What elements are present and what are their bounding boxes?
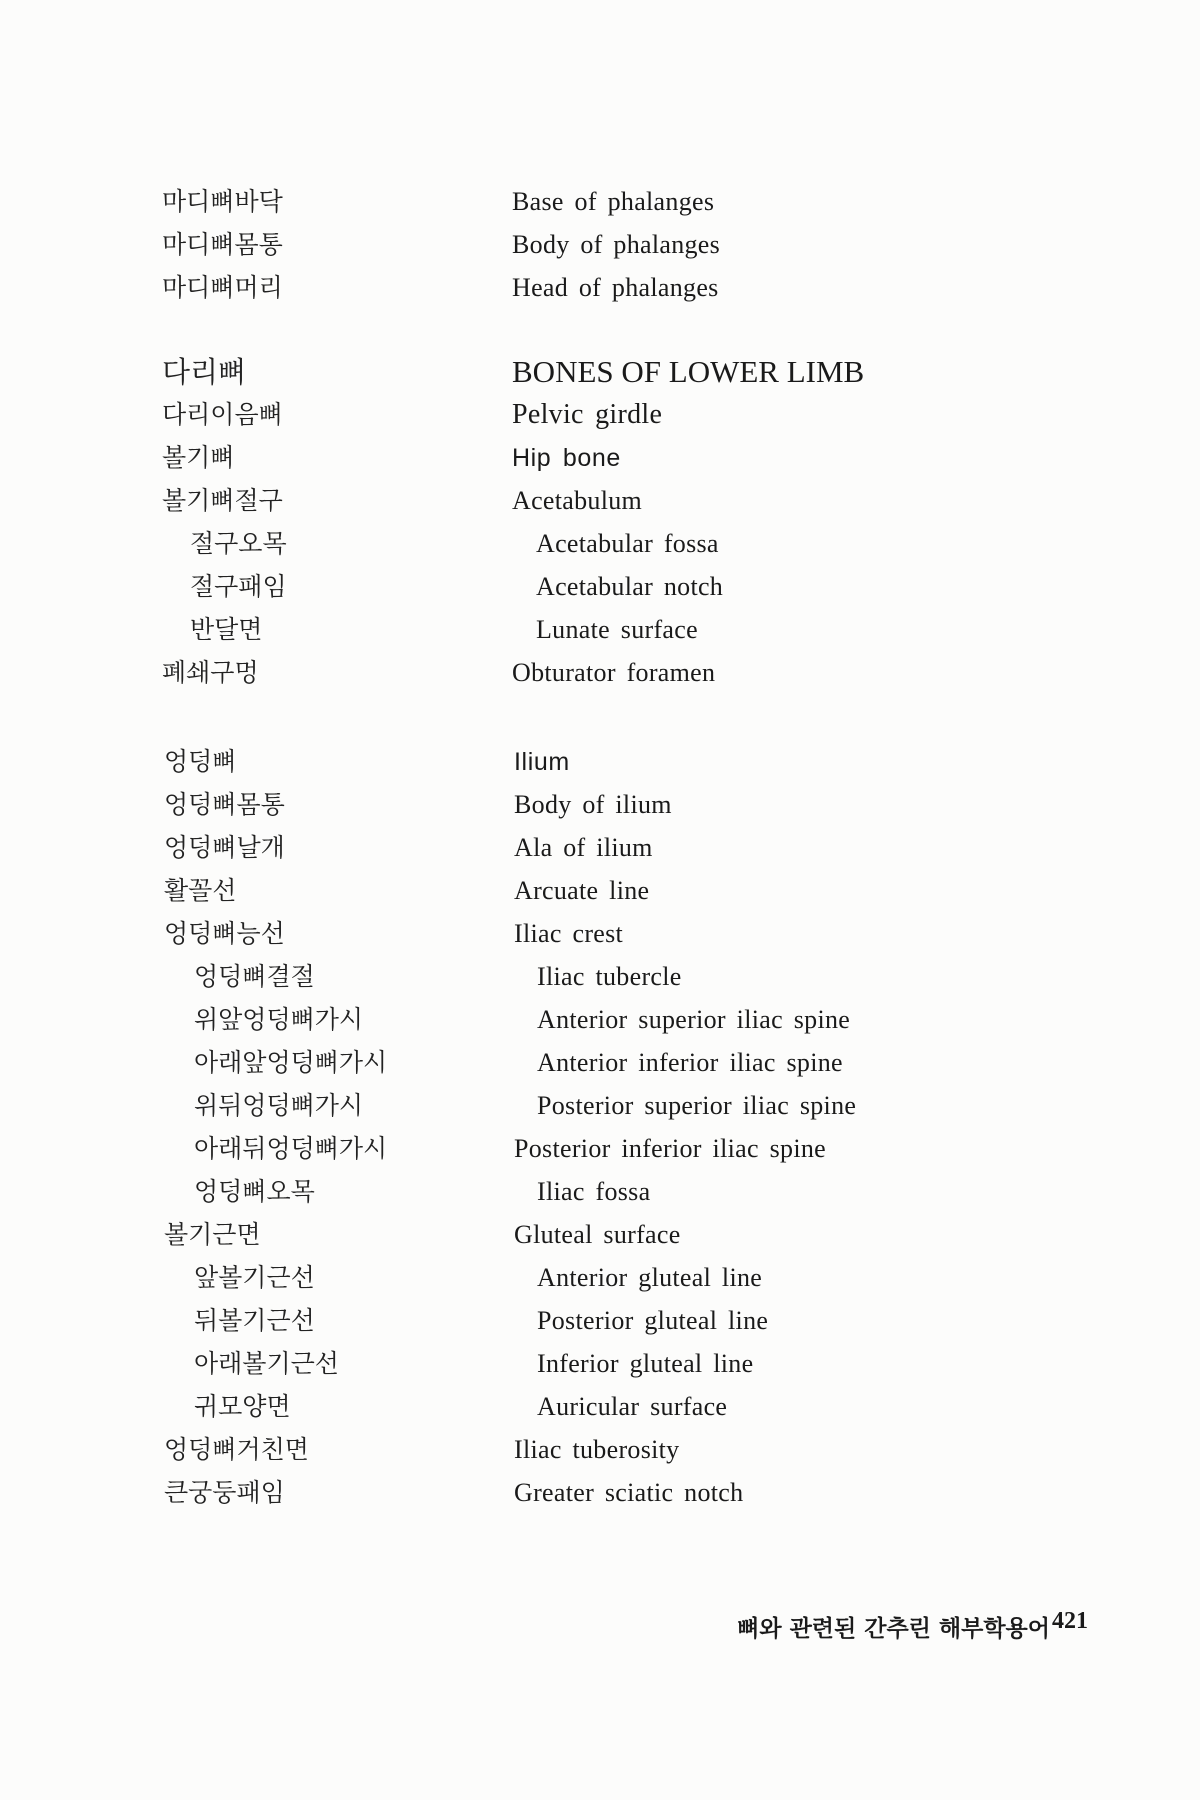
term-row xyxy=(0,957,1200,997)
section-heading-row xyxy=(0,352,1200,392)
term-row xyxy=(0,395,1200,435)
korean-term: 활꼴선 xyxy=(164,876,237,905)
term-row xyxy=(0,1387,1200,1427)
korean-term: 아래볼기근선 xyxy=(194,1349,339,1378)
english-term: Posterior superior iliac spine xyxy=(537,1091,857,1120)
term-row xyxy=(0,481,1200,521)
term-row xyxy=(0,742,1200,782)
korean-term: 큰궁둥패임 xyxy=(164,1478,285,1507)
korean-term: 엉덩뼈결절 xyxy=(194,962,315,991)
english-term: Ilium xyxy=(514,748,570,776)
term-row xyxy=(0,1473,1200,1513)
english-term: Iliac fossa xyxy=(537,1177,651,1206)
korean-term: 앞볼기근선 xyxy=(194,1263,315,1292)
korean-term: 아래앞엉덩뼈가시 xyxy=(194,1048,388,1077)
term-row xyxy=(0,1430,1200,1470)
english-term: Anterior inferior iliac spine xyxy=(537,1048,843,1077)
english-term: Iliac crest xyxy=(514,919,624,948)
english-term: Body of phalanges xyxy=(512,230,721,259)
korean-term: 절구패임 xyxy=(190,572,287,601)
english-term: Anterior superior iliac spine xyxy=(537,1005,851,1034)
term-row xyxy=(0,225,1200,265)
korean-term: 볼기뼈절구 xyxy=(162,486,283,515)
english-section-heading: BONES OF LOWER LIMB xyxy=(512,354,865,389)
english-term: Base of phalanges xyxy=(512,187,715,216)
korean-term: 볼기근면 xyxy=(164,1220,261,1249)
english-term: Lunate surface xyxy=(536,615,698,644)
term-row xyxy=(0,1258,1200,1298)
korean-term: 다리이음뼈 xyxy=(162,400,283,429)
korean-term: 위뒤엉덩뼈가시 xyxy=(194,1091,364,1120)
term-row xyxy=(0,1172,1200,1212)
page-number: 421 xyxy=(1052,1608,1088,1634)
term-row xyxy=(0,1129,1200,1169)
term-row xyxy=(0,610,1200,650)
term-row xyxy=(0,914,1200,954)
english-term: Hip bone xyxy=(512,444,621,472)
term-row xyxy=(0,1043,1200,1083)
english-term: Ala of ilium xyxy=(514,833,653,862)
korean-term: 절구오목 xyxy=(190,529,287,558)
term-row xyxy=(0,871,1200,911)
english-term: Gluteal surface xyxy=(514,1220,681,1249)
korean-term: 아래뒤엉덩뼈가시 xyxy=(194,1134,388,1163)
korean-term: 마디뼈바닥 xyxy=(162,187,283,216)
korean-term: 엉덩뼈 xyxy=(164,747,237,776)
running-footer-title: 뼈와 관련된 간추린 해부학용어 xyxy=(737,1616,1050,1642)
korean-section-heading: 다리뼈 xyxy=(162,355,247,389)
term-row xyxy=(0,182,1200,222)
english-term: Body of ilium xyxy=(514,790,672,819)
term-row xyxy=(0,268,1200,308)
term-row xyxy=(0,1086,1200,1126)
korean-term: 엉덩뼈날개 xyxy=(164,833,285,862)
term-row xyxy=(0,524,1200,564)
english-term: Arcuate line xyxy=(514,876,650,905)
english-term: Iliac tuberosity xyxy=(514,1435,680,1464)
term-row xyxy=(0,567,1200,607)
korean-term: 엉덩뼈거친면 xyxy=(164,1435,309,1464)
english-term: Auricular surface xyxy=(537,1392,728,1421)
english-term: Inferior gluteal line xyxy=(537,1349,754,1378)
english-term: Anterior gluteal line xyxy=(537,1263,763,1292)
english-term: Iliac tubercle xyxy=(537,962,682,991)
english-term: Acetabular fossa xyxy=(536,529,719,558)
korean-term: 엉덩뼈몸통 xyxy=(164,790,285,819)
korean-term: 마디뼈몸통 xyxy=(162,230,283,259)
term-row xyxy=(0,438,1200,478)
term-row xyxy=(0,653,1200,693)
korean-term: 위앞엉덩뼈가시 xyxy=(194,1005,364,1034)
english-term: Head of phalanges xyxy=(512,273,719,302)
korean-term: 폐쇄구멍 xyxy=(162,658,259,687)
english-term: Acetabulum xyxy=(512,486,643,515)
term-row xyxy=(0,1215,1200,1255)
korean-term: 마디뼈머리 xyxy=(162,273,283,302)
korean-term: 볼기뼈 xyxy=(162,443,235,472)
korean-term: 엉덩뼈능선 xyxy=(164,919,285,948)
korean-term: 반달면 xyxy=(190,615,263,644)
english-term: Posterior inferior iliac spine xyxy=(514,1134,826,1163)
english-term: Obturator foramen xyxy=(512,658,716,687)
english-term: Greater sciatic notch xyxy=(514,1478,744,1507)
korean-term: 뒤볼기근선 xyxy=(194,1306,315,1335)
korean-term: 귀모양면 xyxy=(194,1392,291,1421)
term-row xyxy=(0,1000,1200,1040)
term-row xyxy=(0,828,1200,868)
term-row xyxy=(0,1344,1200,1384)
english-term: Pelvic girdle xyxy=(512,399,663,430)
english-term: Acetabular notch xyxy=(536,572,724,601)
term-row xyxy=(0,1301,1200,1341)
english-term: Posterior gluteal line xyxy=(537,1306,769,1335)
korean-term: 엉덩뼈오목 xyxy=(194,1177,315,1206)
term-row xyxy=(0,785,1200,825)
